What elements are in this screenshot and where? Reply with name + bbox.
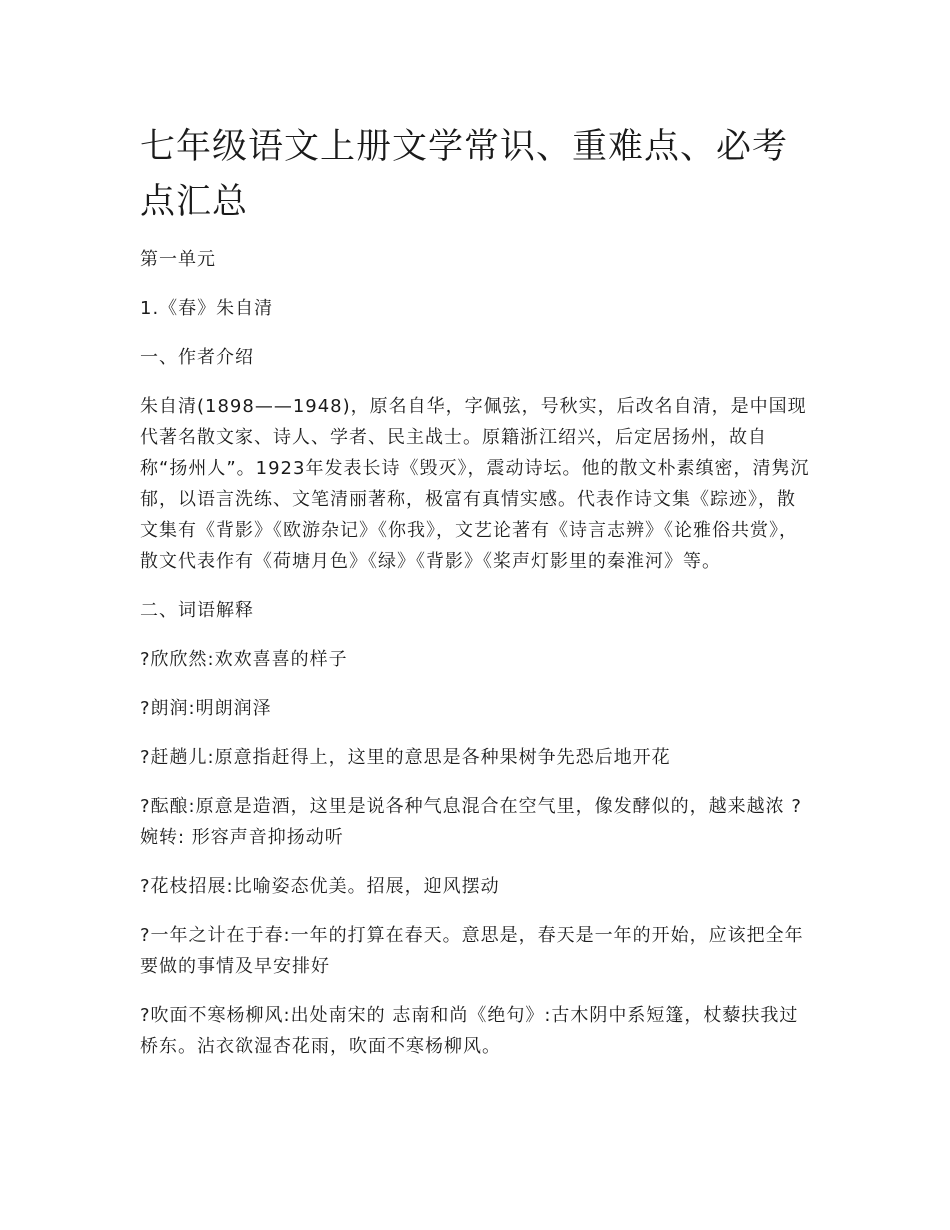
vocab-item: ?朗润:明朗润泽 [140,698,272,719]
section-heading-author: 一、作者介绍 [140,347,254,368]
document-page [140,120,812,1080]
vocab-item: ?欣欣然:欢欢喜喜的样子 [140,649,348,670]
document-title: 七年级语文上册文学常识、重难点、必考点汇总 [140,127,789,222]
author-intro-paragraph: 朱自清(1898——1948)，原名自华，字佩弦，号秋实，后改名自清，是中国现代著名散文家、诗人、学者、民主战士。原籍浙江绍兴，后定居扬州，故自称“扬州人”。1923年发表长诗《毁灭》，震动诗坛。他的散文朴素缜密，清隽沉郁，以语言洗练、文笔清丽著称，极富有真情实感。代表作诗文集《踪迹》，散文集有《背影》《欧游杂记》《你我》，文艺论著有《诗言志辨》《论雅俗共赏》，散文代表作有《荷塘月色》《绿》《背影》《桨声灯影里的秦淮河》等。 [140,396,810,572]
vocab-item: ?赶趟儿:原意指赶得上，这里的意思是各种果树争先恐后地开花 [140,747,671,768]
vocab-item: ?一年之计在于春:一年的打算在春天。意思是，春天是一年的开始，应该把全年要做的事情及早安排好 [140,925,804,977]
unit-heading: 第一单元 [140,249,216,270]
lesson-heading: 1.《春》朱自清 [140,298,274,319]
vocab-item: ?花枝招展:比喻姿态优美。招展，迎风摆动 [140,876,500,897]
vocab-item: ?酝酿:原意是造酒，这里是说各种气息混合在空气里，像发酵似的，越来越浓 ?婉转: 形容声音抑扬动听 [140,796,802,848]
section-heading-vocabulary: 二、词语解释 [140,600,254,621]
vocab-item: ?吹面不寒杨柳风:出处南宋的 志南和尚《绝句》:古木阴中系短篷，杖藜扶我过桥东。沾衣欲湿杏花雨，吹面不寒杨柳风。 [140,1005,799,1057]
